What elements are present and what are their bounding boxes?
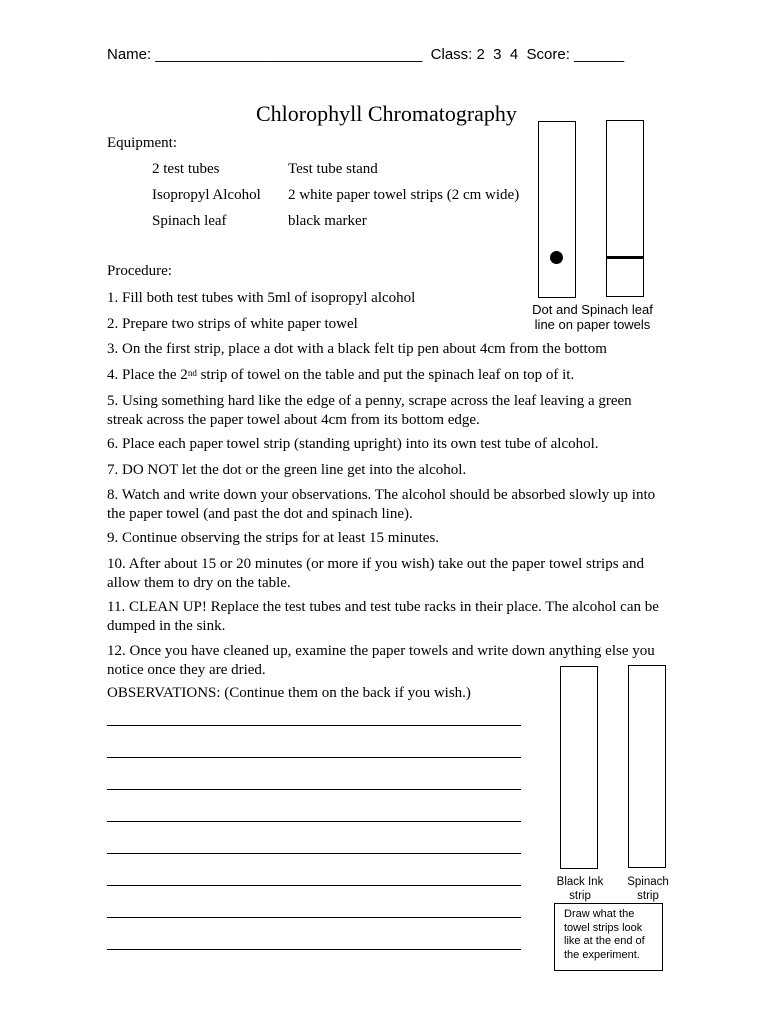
spinach-strip-label (618, 875, 678, 903)
procedure-step-12: 12. Once you have cleaned up, examine the paper towels and write down anything else you notice once they are dried. (107, 643, 655, 678)
observation-writing-line[interactable] (107, 757, 521, 758)
step-4-text-a: 4. Place the 2 (107, 367, 188, 383)
procedure-step-8: 8. Watch and write down your observations. The alcohol should be absorbed slowly up into the paper towel (and past the dot and spinach line). (107, 487, 656, 522)
observation-writing-line[interactable] (107, 949, 521, 950)
observation-writing-line[interactable] (107, 725, 521, 726)
name-field-label: Name: ________________________________ (107, 46, 423, 63)
observation-writing-line[interactable] (107, 853, 521, 854)
step-4-ordinal: nd (187, 368, 197, 378)
procedure-step-9: 9. Continue observing the strips for at least 15 minutes. (107, 530, 440, 546)
procedure-step-3: 3. On the first strip, place a dot with a black felt tip pen about 4cm from the bottom (107, 341, 607, 357)
blank-strip-spinach[interactable] (628, 665, 666, 868)
label-line: strip (637, 890, 659, 902)
equipment-item: Test tube stand (288, 161, 378, 177)
observation-writing-line[interactable] (107, 789, 521, 790)
equipment-item: Spinach leaf (152, 213, 227, 229)
caption-line: line on paper towels (534, 317, 651, 332)
drawing-instructions-box (554, 903, 663, 971)
label-line: Spinach (627, 876, 669, 888)
observation-writing-line[interactable] (107, 917, 521, 918)
observation-writing-line[interactable] (107, 821, 521, 822)
paper-strip-spinach (606, 120, 644, 297)
label-line: strip (569, 890, 591, 902)
procedure-step-2: 2. Prepare two strips of white paper towel (107, 316, 358, 332)
equipment-heading: Equipment: (107, 135, 177, 151)
drawing-instructions-text: Draw what the towel strips look like at the end of the experiment. (564, 908, 645, 961)
page-title: Chlorophyll Chromatography (256, 101, 517, 126)
top-diagram-caption (525, 302, 660, 332)
procedure-step-5: 5. Using something hard like the edge of a penny, scrape across the leaf leaving a green streak across the paper towel about 4cm from its bottom edge. (107, 393, 632, 428)
label-line: Black Ink (556, 876, 604, 888)
spinach-line-mark (606, 256, 644, 259)
procedure-step-10: 10. After about 15 or 20 minutes (or more if you wish) take out the paper towel strips and allow them to dry on the table. (107, 556, 644, 591)
header-line (107, 46, 624, 63)
observation-writing-line[interactable] (107, 885, 521, 886)
observations-heading: OBSERVATIONS: (Continue them on the back if you wish.) (107, 685, 471, 701)
caption-line: Dot and Spinach leaf (532, 302, 653, 317)
procedure-step-6: 6. Place each paper towel strip (standing upright) into its own test tube of alcohol. (107, 436, 599, 452)
procedure-step-4 (107, 366, 667, 385)
procedure-step-11: 11. CLEAN UP! Replace the test tubes and test tube racks in their place. The alcohol can be dumped in the sink. (107, 599, 659, 634)
paper-strip-dot (538, 121, 576, 298)
procedure-heading: Procedure: (107, 263, 172, 279)
equipment-item: black marker (288, 213, 367, 229)
step-4-text-b: strip of towel on the table and put the spinach leaf on top of it. (196, 367, 575, 383)
score-field-label: Score: ______ (526, 46, 625, 63)
equipment-item: Isopropyl Alcohol (152, 187, 261, 203)
class-field-label: Class: 2 3 4 (430, 46, 519, 63)
procedure-step-7: 7. DO NOT let the dot or the green line get into the alcohol. (107, 462, 467, 478)
black-dot-mark (550, 251, 563, 264)
equipment-item: 2 white paper towel strips (2 cm wide) (288, 187, 520, 203)
equipment-item: 2 test tubes (152, 161, 220, 177)
procedure-step-1: 1. Fill both test tubes with 5ml of isopropyl alcohol (107, 290, 416, 306)
blank-strip-black-ink[interactable] (560, 666, 598, 869)
black-ink-strip-label (549, 875, 611, 903)
